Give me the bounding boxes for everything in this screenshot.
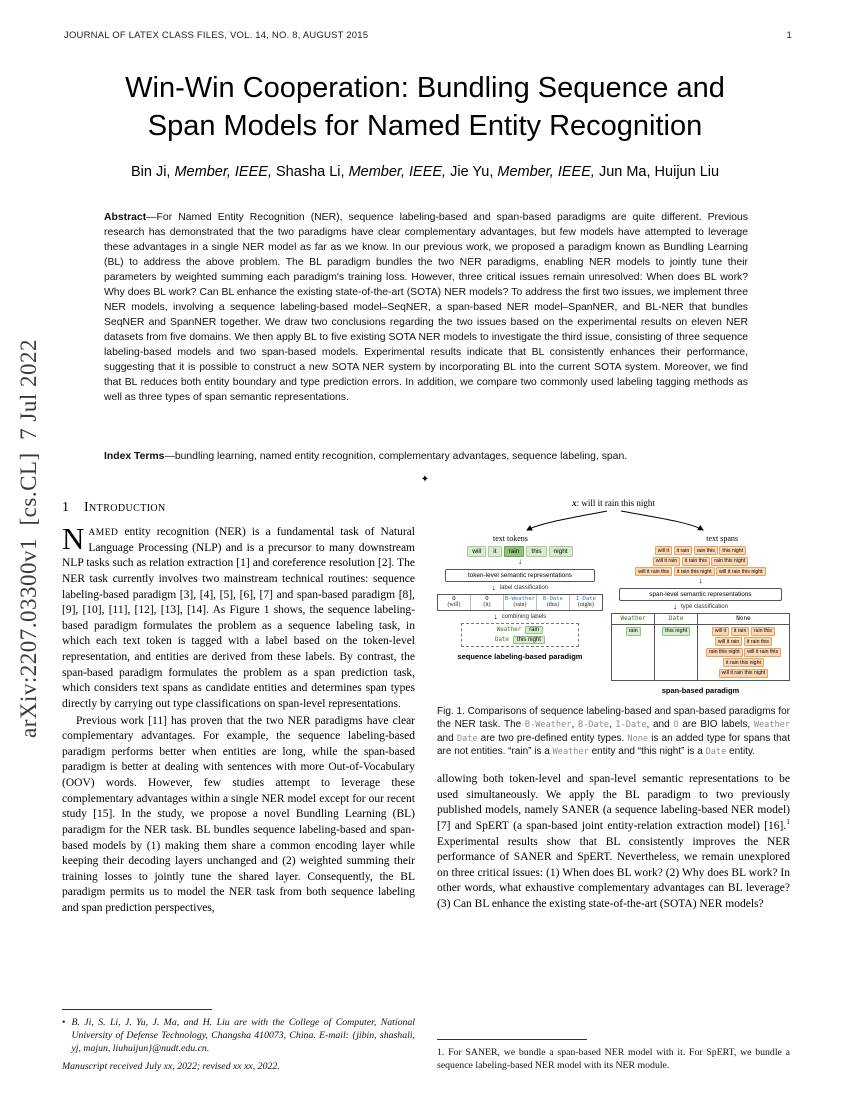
caption-text: , — [571, 719, 578, 731]
author-role: Member, IEEE, — [497, 164, 595, 180]
span-box: rain this — [751, 627, 775, 636]
index-terms — [104, 450, 748, 465]
right-column-footnote — [437, 1039, 790, 1072]
caption-code: Weather — [552, 747, 589, 758]
span-box: it rain this night — [723, 658, 764, 667]
bio-word: (this) — [546, 602, 560, 609]
bio-label: O — [452, 596, 456, 603]
affiliation-text: B. Ji, S. Li, J. Yu, J. Ma, and H. Liu are with the College of Computer, National University of Defense Technology, Changsha 410073, China. E-mail: {jibin, shashali, yj, majun, liuhuijun}@nudt.edu.cn. — [71, 1016, 415, 1054]
section-title: Introduction — [84, 500, 166, 515]
bio-label: I-Date — [575, 596, 597, 603]
bio-label-row — [437, 594, 603, 611]
span-box: will it rain this — [635, 567, 672, 576]
footnote-1-text: 1. For SANER, we bundle a span-based NER model with it. For SpERT, we bundle a sequence labeling-based NER model with its NER module. — [437, 1046, 790, 1071]
figure-1 — [437, 498, 790, 695]
span-rep-box: span-level semantic representations — [619, 588, 782, 601]
span-grid — [611, 546, 790, 576]
abstract — [104, 211, 748, 406]
caption-code: B-Weather — [524, 720, 572, 731]
token-box: night — [549, 546, 573, 557]
sentence-text: : will it rain this night — [576, 498, 655, 508]
token-box: it — [488, 546, 501, 557]
entity-span-box: rain — [626, 627, 641, 636]
page-number: 1 — [786, 30, 792, 41]
author-line — [61, 164, 789, 180]
first-page-footnote — [62, 1009, 415, 1072]
span-paradigm-panel — [611, 546, 790, 695]
bio-word: (night) — [578, 602, 594, 609]
journal-header-text: JOURNAL OF LATEX CLASS FILES, VOL. 14, NO. 8, AUGUST 2015 — [64, 30, 369, 41]
author-name: Jie Yu, — [446, 164, 498, 180]
combining-labels-label: combining labels — [501, 613, 547, 620]
caption-text: , and — [646, 719, 674, 731]
intro-paragraph-3 — [437, 772, 790, 913]
type-classification-label: type classification — [680, 603, 728, 610]
type-table-body — [612, 625, 789, 680]
bio-word: (it) — [483, 602, 491, 609]
sequence-paradigm-caption: sequence labeling-based paradigm — [457, 651, 583, 661]
span-row — [611, 567, 790, 576]
span-box: will it rain this night — [719, 669, 769, 678]
entity-type: Date — [494, 636, 509, 643]
text-spans-label: text spans — [706, 534, 738, 543]
section-separator-diamond: ✦ — [420, 474, 430, 485]
bullet-icon: • — [62, 1016, 66, 1028]
entity-text: this night — [513, 636, 545, 644]
caption-code: I-Date — [615, 720, 647, 731]
abstract-text: —For Named Entity Recognition (NER), sequence labeling-based and span-based paradigms are quite different. Previous research has demonstrated that the two paradigms have clear complementary advantages, but few models have attempted to leverage these advantages in a single NER model as far as we know. In our previous work, we proposed a paradigm known as Bundling Learning (BL) to address the above problem. The BL paradigm bundles the two NER paradigms, enabling NER models to jointly tune their parameters by weighted summing each paradigm's training loss. However, three critical issues remain unresolved: When does BL work? Why does BL work? Can BL enhance the existing state-of-the-art (SOTA) NER models? To address the first two issues, we implement three NER models, involving a sequence labeling-based model–SeqNER, a span-based NER model–SpanNER, and BL-NER that bundles SeqNER and SpanNER together. We draw two conclusions regarding the two issues based on the experimental results on eleven NER datasets from five domains. We then apply BL to five existing SOTA NER models to investigate the third issue, consisting of three sequence labeling-based models and two span-based models. Experimental results indicate that BL consistently enhances their performance, suggesting that it is possible to construct a new SOTA NER system by incorporating BL into the current SOTA system. Moreover, we find that BL reduces both entity boundary and type prediction errors. In addition, we compare two commonly used labeling tagging methods as well as three types of span semantic representations. — [104, 212, 748, 403]
intro-paragraph-2: Previous work [11] has proven that the two NER paradigms have clear complementary advantages. For example, the sequence labeling-based paradigm performs better when entities are long, while the span-based paradigm is better at dealing with sentences with more Out-of-Vocabulary (OOV) words. However, few studies attempt to leverage these complementary advantages within a single NER model except for our recent study [15]. In the study, we propose a novel Bundling Learning (BL) paradigm for the NER task. BL bundles sequence labeling-based and span-based models by (1) making them share a common encoding layer while keeping their decoding layers unchanged and (2) weighted summing their training losses to jointly tune the shared layer. Consequently, the BL paradigm permits us to model the NER task from both sequence labeling and span prediction perspectives, — [62, 714, 415, 914]
span-box: it rain this — [682, 557, 710, 566]
bio-word: (will) — [447, 602, 461, 609]
x-variable: x — [572, 498, 577, 508]
left-branch-arrow — [527, 511, 607, 530]
bio-cell — [536, 595, 569, 610]
caption-text: , — [608, 719, 616, 731]
author-name: Jun Ma, Huijun Liu — [594, 164, 720, 180]
caption-code: Date — [705, 747, 727, 758]
token-box: will — [467, 546, 486, 557]
caption-code: Weather — [753, 720, 791, 731]
drop-cap: N — [62, 521, 85, 556]
index-terms-text: —bundling learning, named entity recognition, complementary advantages, sequence labeling, span. — [164, 451, 628, 462]
left-column — [62, 498, 415, 1072]
figure-input-sentence — [437, 498, 790, 508]
caption-text: is an added type for spans that are not entities. “rain” is a — [437, 732, 791, 758]
bio-cell — [569, 595, 602, 610]
label-classification-label: label classification — [499, 584, 549, 591]
token-box: this — [526, 546, 546, 557]
paragraph-text: entity recognition (NER) is a fundamental task of Natural Language Processing (NLP) and is a precursor to many downstream NLP tasks such as relation extraction [1] and coreference resolution [2]. The NER task currently involves two mainstream technical routines: sequence labeling-based paradigm [3], [4], [5], [6], [7] and span-based paradigm [8], [9], [10], [11], [12], [13], [14]. As Figure 1 shows, the sequence labeling-based paradigm formulates the problem as a sequence labeling task, in which each text token is tagged with a label based on the token-level representation, and entities are derived from these labels. By contrast, the span-based paradigm formulates the problem as a span prediction task, which considers text spans as candidate entities and determines span types directly by carrying out type classifications on span-level representations. — [62, 526, 415, 710]
down-arrow-icon: ↓ — [491, 582, 496, 592]
author-role: Member, IEEE, — [174, 164, 272, 180]
type-classification-step — [611, 603, 790, 611]
weather-cell — [612, 625, 655, 680]
branch-arrows — [437, 508, 790, 534]
first-word-caps: AMED — [88, 528, 119, 538]
right-branch-arrow — [621, 511, 703, 530]
token-row — [437, 546, 603, 557]
span-box: rain this — [694, 546, 718, 555]
token-box: rain — [504, 546, 525, 557]
span-box: will it — [655, 546, 672, 555]
bio-label: O — [485, 596, 489, 603]
bio-label: B-Weather — [504, 596, 536, 603]
section-heading — [62, 500, 415, 516]
affiliation-footnote — [62, 1016, 415, 1055]
caption-text: Fig. 1. Comparisons of sequence labeling-based and span-based paradigms for the NER task. The — [437, 705, 790, 731]
entity-text: rain — [525, 626, 543, 634]
section-number: 1 — [62, 500, 69, 515]
caption-code: Date — [456, 733, 478, 744]
span-row — [611, 557, 790, 566]
footnote-rule — [437, 1039, 587, 1040]
token-rep-box: token-level semantic representations — [445, 569, 595, 582]
date-cell — [654, 625, 697, 680]
abstract-label: Abstract — [104, 212, 147, 223]
span-box: will it rain this night — [716, 567, 766, 576]
caption-text: and — [437, 732, 457, 744]
combining-labels-step — [437, 613, 603, 621]
entity-span-box: this night — [662, 627, 690, 636]
figure-1-caption — [437, 705, 790, 759]
combined-entity — [497, 626, 543, 634]
span-row — [611, 546, 790, 555]
down-arrow-icon: ↓ — [672, 601, 677, 611]
paper-title: Win-Win Cooperation: Bundling Sequence and Span Models for Named Entity Recognition — [125, 72, 725, 142]
figure-body — [437, 546, 790, 695]
down-arrow-icon: ↓ — [517, 557, 522, 566]
span-paradigm-caption: span-based paradigm — [661, 685, 740, 695]
span-box: it rain — [731, 627, 750, 636]
label-classification-step — [437, 584, 603, 592]
author-name: Bin Ji, — [130, 164, 175, 180]
bio-word: (rain) — [513, 602, 527, 609]
date-header: Date — [654, 614, 697, 624]
author-name: Shasha Li, — [271, 164, 349, 180]
two-column-body — [62, 498, 790, 1072]
weather-header: Weather — [620, 615, 646, 623]
sequence-paradigm-panel — [437, 546, 603, 695]
caption-code: O — [673, 720, 679, 731]
arxiv-watermark: arXiv:2207.03300v1 [cs.CL] 7 Jul 2022 — [16, 339, 41, 738]
caption-text: entity. — [726, 746, 755, 758]
caption-code: B-Date — [577, 720, 609, 731]
footnote-rule — [62, 1009, 212, 1010]
type-table-header — [612, 614, 789, 625]
span-box: it rain — [674, 546, 693, 555]
text-tokens-label: text tokens — [493, 534, 528, 543]
caption-code: None — [627, 733, 649, 744]
span-box: it rain this night — [674, 567, 715, 576]
type-table — [611, 613, 790, 681]
span-box: this night — [719, 546, 746, 555]
caption-text: are BIO labels, — [678, 719, 754, 731]
caption-text: are two pre-defined entity types. — [477, 732, 628, 744]
author-role: Member, IEEE, — [348, 164, 447, 180]
manuscript-note: Manuscript received July xx, 2022; revised xx xx, 2022. — [62, 1061, 280, 1072]
index-terms-label: Index Terms — [104, 451, 165, 462]
running-header — [64, 30, 792, 41]
span-box: will it — [712, 627, 729, 636]
combined-entities-box — [461, 623, 579, 647]
none-header: None — [697, 614, 789, 624]
intro-paragraph-1 — [62, 521, 415, 713]
span-box: rain this night — [711, 557, 748, 566]
bio-label: B-Date — [542, 596, 564, 603]
paragraph-text: Experimental results show that BL consistently improves the NER performance of SANER and SpERT. Nevertheless, we remain unexplored on three critical issues: (1) When does BL work? (2) Why does BL work? In other words, what exhaustive complementary advantages can BL leverage? (3) Can BL enhance the existing state-of-the-art (SOTA) NER models? — [437, 835, 790, 911]
branch-labels — [437, 534, 790, 543]
entity-type: Weather — [496, 626, 522, 633]
caption-text: entity and “this night” is a — [588, 746, 706, 758]
span-box: will it rain — [653, 557, 680, 566]
down-arrow-icon: ↓ — [698, 576, 703, 585]
bio-cell — [470, 595, 503, 610]
right-column — [437, 498, 790, 1072]
combined-entity — [495, 636, 545, 644]
bio-cell — [438, 595, 470, 610]
span-box: it rain this — [744, 637, 772, 646]
none-cell — [697, 625, 789, 680]
bio-cell — [503, 595, 536, 610]
span-box: will it rain this — [744, 648, 781, 657]
footnote-marker: 1 — [786, 817, 790, 827]
paragraph-text: allowing both token-level and span-level semantic representations to be used simultaneously. We apply the BL paradigm to two previously published models, namely SANER (a sequence labeling-based NER model) [7] and SpERT (a span-based joint entity-relation extraction model) [16]. — [437, 773, 790, 832]
span-box: rain this night — [706, 648, 743, 657]
down-arrow-icon: ↓ — [493, 611, 498, 621]
span-box: will it rain — [715, 637, 742, 646]
